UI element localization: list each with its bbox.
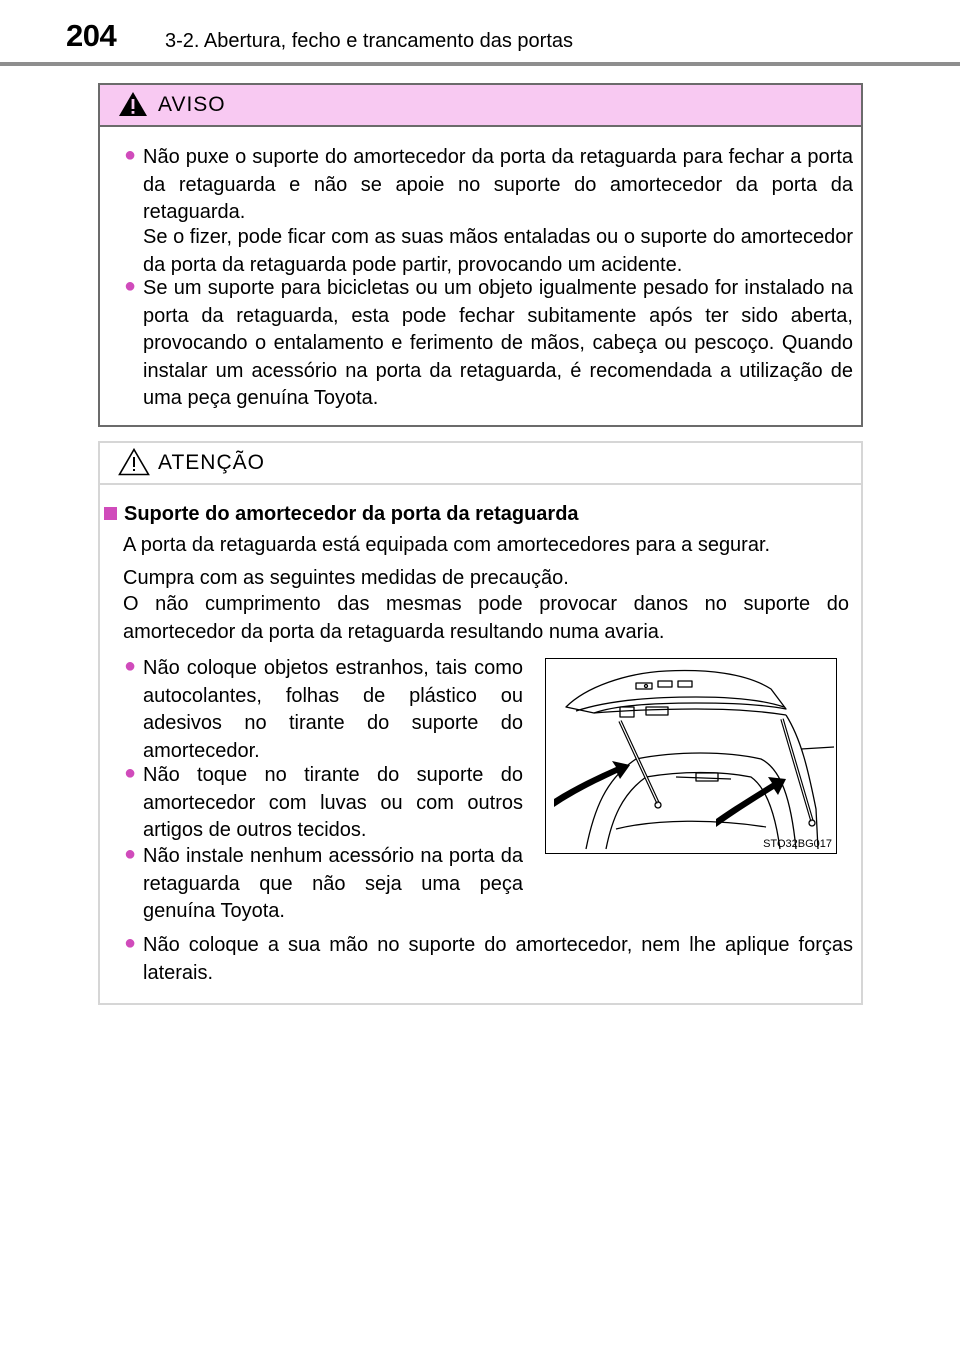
warning-title: AVISO (158, 93, 226, 116)
warning-bullet-1-continuation: Se o fizer, pode ficar com as suas mãos entaladas ou o suporte do amortecedor da porta da retaguarda pode partir, provocando um acidente. (143, 226, 853, 276)
page-number: 204 (66, 18, 117, 53)
square-bullet-icon (104, 507, 117, 520)
caution-intro: A porta da retaguarda está equipada com amortecedores para a segurar. (123, 534, 771, 556)
caution-bullet-4: Não coloque a sua mão no suporte do amortecedor, nem lhe aplique forças laterais. (143, 934, 853, 984)
tailgate-drawing (546, 659, 836, 853)
bullet-icon: ● (124, 275, 137, 297)
caution-measures-line: Cumpra com as seguintes medidas de precaução. (123, 567, 569, 589)
caution-heading: Suporte do amortecedor da porta da retaguarda (124, 503, 579, 525)
caution-bullet-3: Não instale nenhum acessório na porta da retaguarda que não seja uma peça genuína Toyota. (143, 845, 523, 922)
figure-code: STO32BG017 (763, 838, 832, 850)
caution-bullet-1: Não coloque objetos estranhos, tais como autocolantes, folhas de plástico ou adesivos no tirante do suporte do amortecedor. (143, 657, 523, 762)
bullet-icon: ● (124, 843, 137, 865)
warning-triangle-outline-icon (118, 448, 150, 476)
bullet-icon: ● (124, 932, 137, 954)
caution-header (100, 443, 861, 485)
warning-bullet-2: Se um suporte para bicicletas ou um objeto igualmente pesado for instalado na porta da retaguarda, esta pode fechar subitamente após ter sido aberta, provocando o entalamento e ferimento de mãos, cabeça ou pescoço. Quando instalar um acessório na porta da retaguarda, é recomendada a utilização de uma peça genuína Toyota. (143, 277, 853, 409)
bullet-icon: ● (124, 655, 137, 677)
page-header (0, 0, 960, 64)
header-rule (0, 62, 960, 66)
warning-triangle-filled-icon (118, 91, 148, 117)
warning-header (100, 85, 861, 127)
caution-bullet-2: Não toque no tirante do suporte do amortecedor com luvas ou com outros artigos de outros tecidos. (143, 764, 523, 841)
tailgate-strut-illustration (545, 658, 837, 854)
warning-bullet-1: Não puxe o suporte do amortecedor da porta da retaguarda para fechar a porta da retaguarda e não se apoie no suporte do amortecedor da porta da retaguarda. (143, 146, 853, 223)
caution-title: ATENÇÃO (158, 451, 265, 474)
bullet-icon: ● (124, 762, 137, 784)
caution-measures-consequence: O não cumprimento das mesmas pode provocar danos no suporte do amortecedor da porta da retaguarda resultando numa avaria. (123, 593, 849, 643)
bullet-icon: ● (124, 144, 137, 166)
section-title: 3-2. Abertura, fecho e trancamento das portas (165, 30, 574, 52)
